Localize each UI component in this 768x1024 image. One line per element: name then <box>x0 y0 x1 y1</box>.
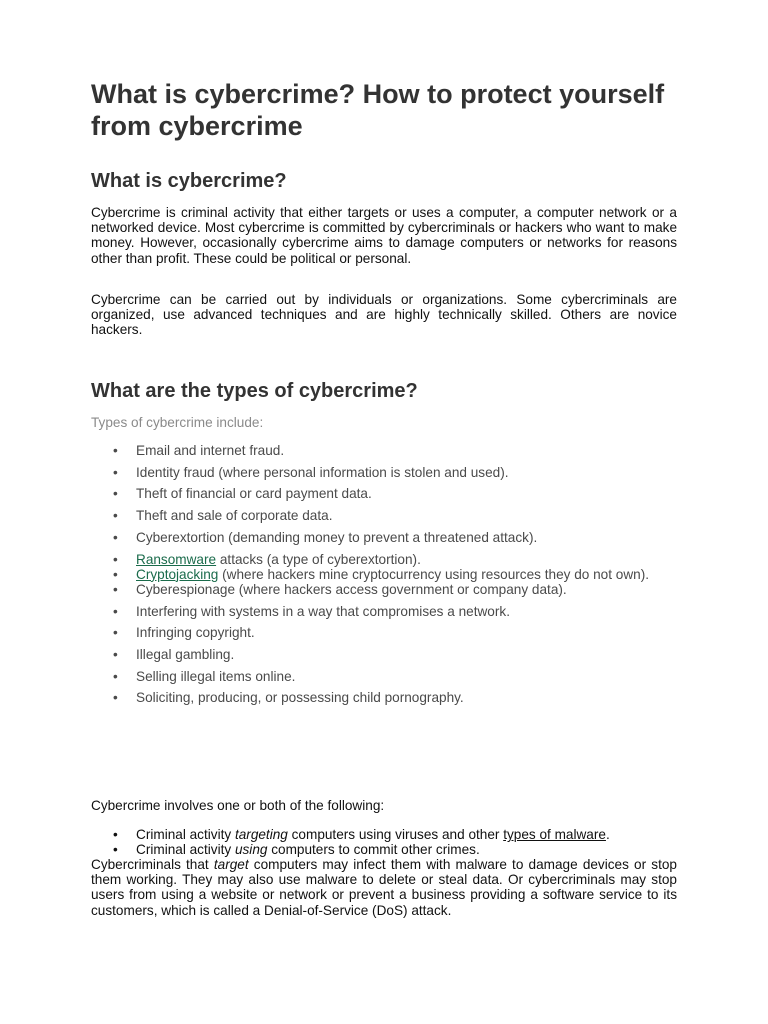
list-item: • Cryptojacking (where hackers mine cryptocurrency using resources they do not own). <box>113 566 650 582</box>
list-item: • Ransomware attacks (a type of cyberextortion). <box>113 551 421 567</box>
list-item: • Theft and sale of corporate data. <box>113 508 333 524</box>
types-list <box>91 443 677 712</box>
list-item: • Cyberespionage (where hackers access government or company data). <box>113 581 567 597</box>
list-item: • Theft of financial or card payment data. <box>113 486 372 502</box>
page-title: What is cybercrime? How to protect yourself from cybercrime <box>91 79 665 141</box>
list-item: • Infringing copyright. <box>113 625 255 641</box>
list-item: • Criminal activity using computers to commit other crimes. <box>113 842 480 858</box>
heading-what-is-cybercrime: What is cybercrime? <box>91 170 287 192</box>
bullet-icon: • <box>113 566 118 582</box>
bullet-icon: • <box>113 464 118 480</box>
involves-intro: Cybercrime involves one or both of the following: <box>91 798 385 813</box>
list-item: • Cyberextortion (demanding money to prevent a threatened attack). <box>113 529 538 545</box>
bullet-icon: • <box>113 443 118 458</box>
types-intro: Types of cybercrime include: <box>91 415 264 430</box>
cryptojacking-link[interactable]: Cryptojacking <box>136 566 219 582</box>
bullet-icon: • <box>113 529 118 545</box>
list-item: • Soliciting, producing, or possessing child pornography. <box>113 690 464 706</box>
bullet-icon: • <box>113 690 118 706</box>
involves-list <box>91 827 677 857</box>
bullet-icon: • <box>113 603 118 619</box>
bullet-icon: • <box>113 647 118 663</box>
bullet-icon: • <box>113 625 118 641</box>
paragraph-target: Cybercriminals that target computers may infect them with malware to damage devices or stop them working. They may also use malware to delete or steal data. Or cybercriminals may stop users from using a website or network or prevent a business providing a software service to its customers, which is called a Denial-of-Service (DoS) attack. <box>91 857 677 918</box>
bullet-icon: • <box>113 486 118 502</box>
paragraph-definition: Cybercrime is criminal activity that either targets or uses a computer, a computer network or a networked device. Most cybercrime is committed by cybercriminals or hackers who want to make money. However, occasionally cybercrime aims to damage computers or networks for reasons other than profit. These could be political or personal. <box>91 205 677 266</box>
list-item: • Illegal gambling. <box>113 647 235 663</box>
ransomware-link[interactable]: Ransomware <box>136 551 217 567</box>
heading-types-of-cybercrime: What are the types of cybercrime? <box>91 380 418 402</box>
list-item: • Email and internet fraud. <box>113 443 285 458</box>
bullet-icon: • <box>113 668 118 684</box>
list-item: • Selling illegal items online. <box>113 668 296 684</box>
bullet-icon: • <box>113 842 118 858</box>
bullet-icon: • <box>113 508 118 524</box>
list-item: • Interfering with systems in a way that compromises a network. <box>113 603 510 619</box>
bullet-icon: • <box>113 551 118 567</box>
types-of-malware-link[interactable]: types of malware <box>503 827 606 842</box>
list-item: • Criminal activity targeting computers using viruses and other types of malware. <box>113 827 610 842</box>
bullet-icon: • <box>113 581 118 597</box>
list-item: • Identity fraud (where personal information is stolen and used). <box>113 464 509 480</box>
bullet-icon: • <box>113 827 118 842</box>
paragraph-who: Cybercrime can be carried out by individuals or organizations. Some cybercriminals are organized, use advanced techniques and are highly technically skilled. Others are novice hackers. <box>91 292 677 338</box>
